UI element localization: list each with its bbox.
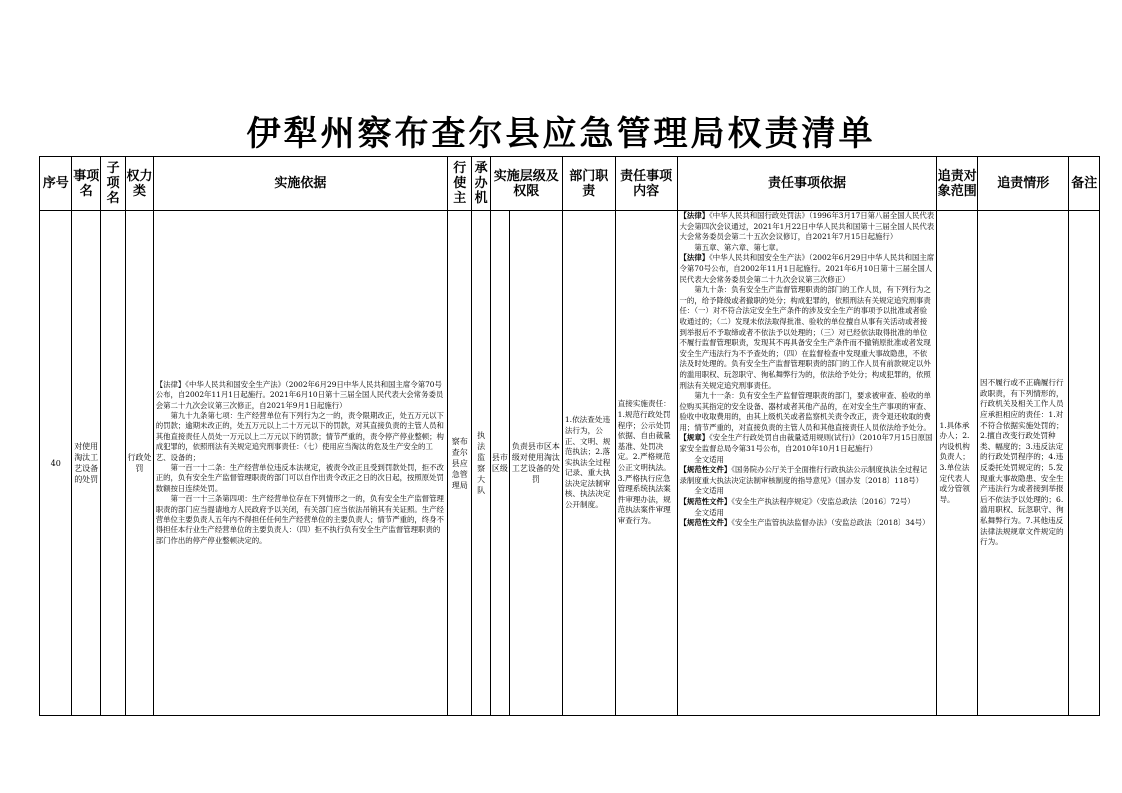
header-dept-duty: 部门职责 (562, 157, 615, 211)
basis-article-113: 第一百一十三条第四项：生产经营单位存在下列情形之一的，负有安全生产监督管理职责的部门应当提请地方人民政府予以关闭，有关部门应当依法吊销其有关证照。生产经营单位主要负责人五年内不得担任任何生产经营单位的主要负责人；情节严重的，终身不得担任本行业生产经营单位的主要负责人：（四）拒不执行负有安全生产监督管理职责的部门作出的停产停业整顿决定的。 (155, 494, 444, 545)
resp-basis-tag: 【规范性文件】 (679, 497, 732, 507)
header-executor: 行使主 (448, 157, 472, 211)
cell-resp-content (615, 211, 677, 716)
resp-basis-tag: 【规范性文件】 (679, 518, 732, 528)
resp-basis-paragraph (680, 253, 935, 285)
header-situation: 追责情形 (978, 157, 1069, 211)
resp-basis-paragraph (680, 486, 935, 497)
header-row (40, 157, 1100, 211)
resp-basis-text: 第五章、第六章、第七章。 (694, 242, 784, 252)
resp-basis-text: 《国务院办公厅关于全面推行行政执法公示制度执法全过程记录制度重大执法决定法制审核制度的指导意见》（国办发〔2018〕118号） (679, 465, 928, 485)
situation-text: 因不履行或不正确履行行政职责，有下列情形的，行政机关及相关工作人员应承担相应的责任：1.对不符合依据实施处罚的；2.擅自改变行政处罚种类、幅度的；3.违反法定的行政处罚程序的；4.违反委托处罚规定的；5.发现重大事故隐患、安全生产违法行为或者接到举报后不依法予以处理的；6.滥用职权、玩忽职守、徇私舞弊行为。7.其他违反法律法规规章文件规定的行为。 (980, 378, 1064, 547)
accountable-text: 1.具体承办人；2.内设机构负责人；3.单位法定代表人或分管领导。 (939, 420, 970, 504)
resp-basis-paragraph (680, 455, 935, 466)
resp-basis-text: 《中华人民共和国行政处罚法》（1996年3月17日第八届全国人民代表大会第四次会议通过，2021年1月22日中华人民共和国第十三届全国人民代表大会常务委员会第二十五次会议修订，自2021年7月15日起施行） (679, 211, 935, 242)
cell-level-scope: 县市区级 (490, 211, 509, 716)
header-basis: 实施依据 (153, 157, 447, 211)
resp-basis-paragraph (680, 433, 935, 454)
cell-subitem (100, 211, 125, 716)
cell-item: 对使用淘汰工艺设备的处罚 (72, 211, 100, 716)
basis-article-99: 第九十九条第七项：生产经营单位有下列行为之一的，责令限期改正，处五万元以下的罚款；逾期未改正的，处五万元以上二十万元以下的罚款，对其直接负责的主管人员和其他直接责任人员处一万元以上二万元以下的罚款；情节严重的，责令停产停业整顿；构成犯罪的，依照刑法有关规定追究刑事责任：（七）使用应当淘汰的危及生产安全的工艺、设备的； (155, 410, 444, 462)
resp-basis-paragraph (680, 465, 935, 486)
page-title: 伊犁州察布查尔县应急管理局权责清单 (246, 114, 876, 154)
cell-remark (1069, 211, 1100, 716)
resp-basis-tag: 【法律】 (679, 253, 710, 263)
cell-situation (978, 211, 1069, 716)
resp-basis-text: 全文适用 (694, 454, 724, 464)
cell-dept-duty (562, 211, 615, 716)
resp-basis-paragraph (680, 285, 935, 391)
basis-law: 【法律】《中华人民共和国安全生产法》（2002年6月29日中华人民共和国主席令第70号公布，自2002年11月1日起施行。2021年6月10日第十三届全国人民代表大会常务委员会第二十九次会议第三次修正，自2021年9月1日起施行） (155, 379, 444, 410)
header-accountable: 追责对象范围 (937, 157, 978, 211)
cell-seq: 40 (40, 211, 72, 716)
header-subitem: 子项名 (100, 157, 125, 211)
resp-basis-text: 全文适用 (694, 507, 724, 517)
header-level: 实施层级及权限 (490, 157, 562, 211)
resp-basis-paragraph (680, 391, 935, 433)
resp-basis-text: 第九十一条：负有安全生产监督管理职责的部门，要求被审查、验收的单位购买其指定的安全设备、器材或者其他产品的，在对安全生产事项的审查、验收中收取费用的，由其上级机关或者监察机关责令改正，责令退还收取的费用；情节严重的，对直接负责的主管人员和其他直接责任人员依法给予处分。 (679, 391, 931, 432)
resp-basis-paragraph (680, 508, 935, 519)
resp-basis-text: 《安全生产执法程序规定》（安监总政法〔2016〕72号） (731, 497, 915, 507)
resp-basis-paragraph (680, 497, 935, 508)
header-resp-content: 责任事项内容 (615, 157, 677, 211)
dept-duty-text: 1.依法查处违法行为，公正、文明、规范执法；2.落实执法全过程记录、重大执法决定法制审核、执法决定公开制度。 (564, 415, 611, 510)
cell-power-type: 行政处罚 (126, 211, 153, 716)
resp-basis-text: 第九十条：负有安全生产监督管理职责的部门的工作人员，有下列行为之一的，给予降级或者撤职的处分；构成犯罪的，依照刑法有关规定追究刑事责任：（一）对不符合法定安全生产条件的涉及安全生产的事项予以批准或者验收通过的；（二）发现未依法取得批准、验收的单位擅自从事有关活动或者接到举报后不予取缔或者不依法予以处理的；（三）对已经依法取得批准的单位不履行监督管理职责，发现其不再具备安全生产条件而不撤销原批准或者发现安全生产违法行为不予查处的；（四）在监督检查中发现重大事故隐患，不依法及时处理的。负有安全生产监督管理职责的部门的工作人员有前款规定以外的滥用职权、玩忽职守、徇私舞弊行为的，依法给予处分；构成犯罪的，依照刑法有关规定追究刑事责任。 (679, 285, 931, 390)
resp-basis-text: 《安全生产行政处罚自由裁量适用规则(试行)》（2010年7月15日原国家安全监督总局令第31号公布，自2010年10月1日起施行） (679, 433, 933, 454)
resp-basis-text: 全文适用 (694, 486, 724, 496)
basis-article-112: 第一百一十二条：生产经营单位违反本法规定，被责令改正且受到罚款处罚，拒不改正的，负有安全生产监督管理职责的部门可以自作出责令改正之日的次日起，按照原处罚数额按日连续处罚。 (155, 463, 444, 493)
cell-executor: 察布查尔县应急管理局 (448, 211, 472, 716)
header-item: 事项名 (72, 157, 100, 211)
table-row (40, 211, 1100, 716)
resp-basis-text: 《安全生产监管执法监督办法》（安监总政法〔2018〕34号） (731, 518, 930, 528)
cell-handler: 执法监察大队 (472, 211, 490, 716)
resp-basis-tag: 【法律】 (679, 211, 710, 220)
cell-accountable (937, 211, 978, 716)
resp-basis-text: 《中华人民共和国安全生产法》（2002年6月29日中华人民共和国主席令第70号公布，自2002年11月1日起施行。2021年6月10日第十三届全国人民代表大会常务委员会第二十九次会议第三次修正） (679, 253, 935, 284)
header-power-type: 权力类 (126, 157, 153, 211)
cell-level-desc: 负责县市区本级对使用淘汰工艺设备的处罚 (510, 211, 563, 716)
cell-resp-basis (677, 211, 937, 716)
resp-basis-paragraph (680, 518, 935, 529)
resp-basis-tag: 【规范性文件】 (679, 465, 732, 475)
resp-basis-tag: 【规章】 (679, 433, 710, 443)
header-handler: 承办机 (472, 157, 490, 211)
duty-list-table (39, 156, 1100, 716)
resp-content-text: 直接实施责任：1.规范行政处罚程序；公示处罚依据、自由裁量基准、处罚决定。2.严格规范公正文明执法。3.严格执行应急管理系统执法案件审理办法，规范执法案件审理审查行为。 (617, 399, 671, 525)
header-resp-basis: 责任事项依据 (677, 157, 937, 211)
header-remark: 备注 (1069, 157, 1100, 211)
header-seq: 序号 (40, 157, 72, 211)
resp-basis-paragraph (680, 211, 935, 243)
cell-basis (153, 211, 447, 716)
resp-basis-paragraph (680, 243, 935, 254)
